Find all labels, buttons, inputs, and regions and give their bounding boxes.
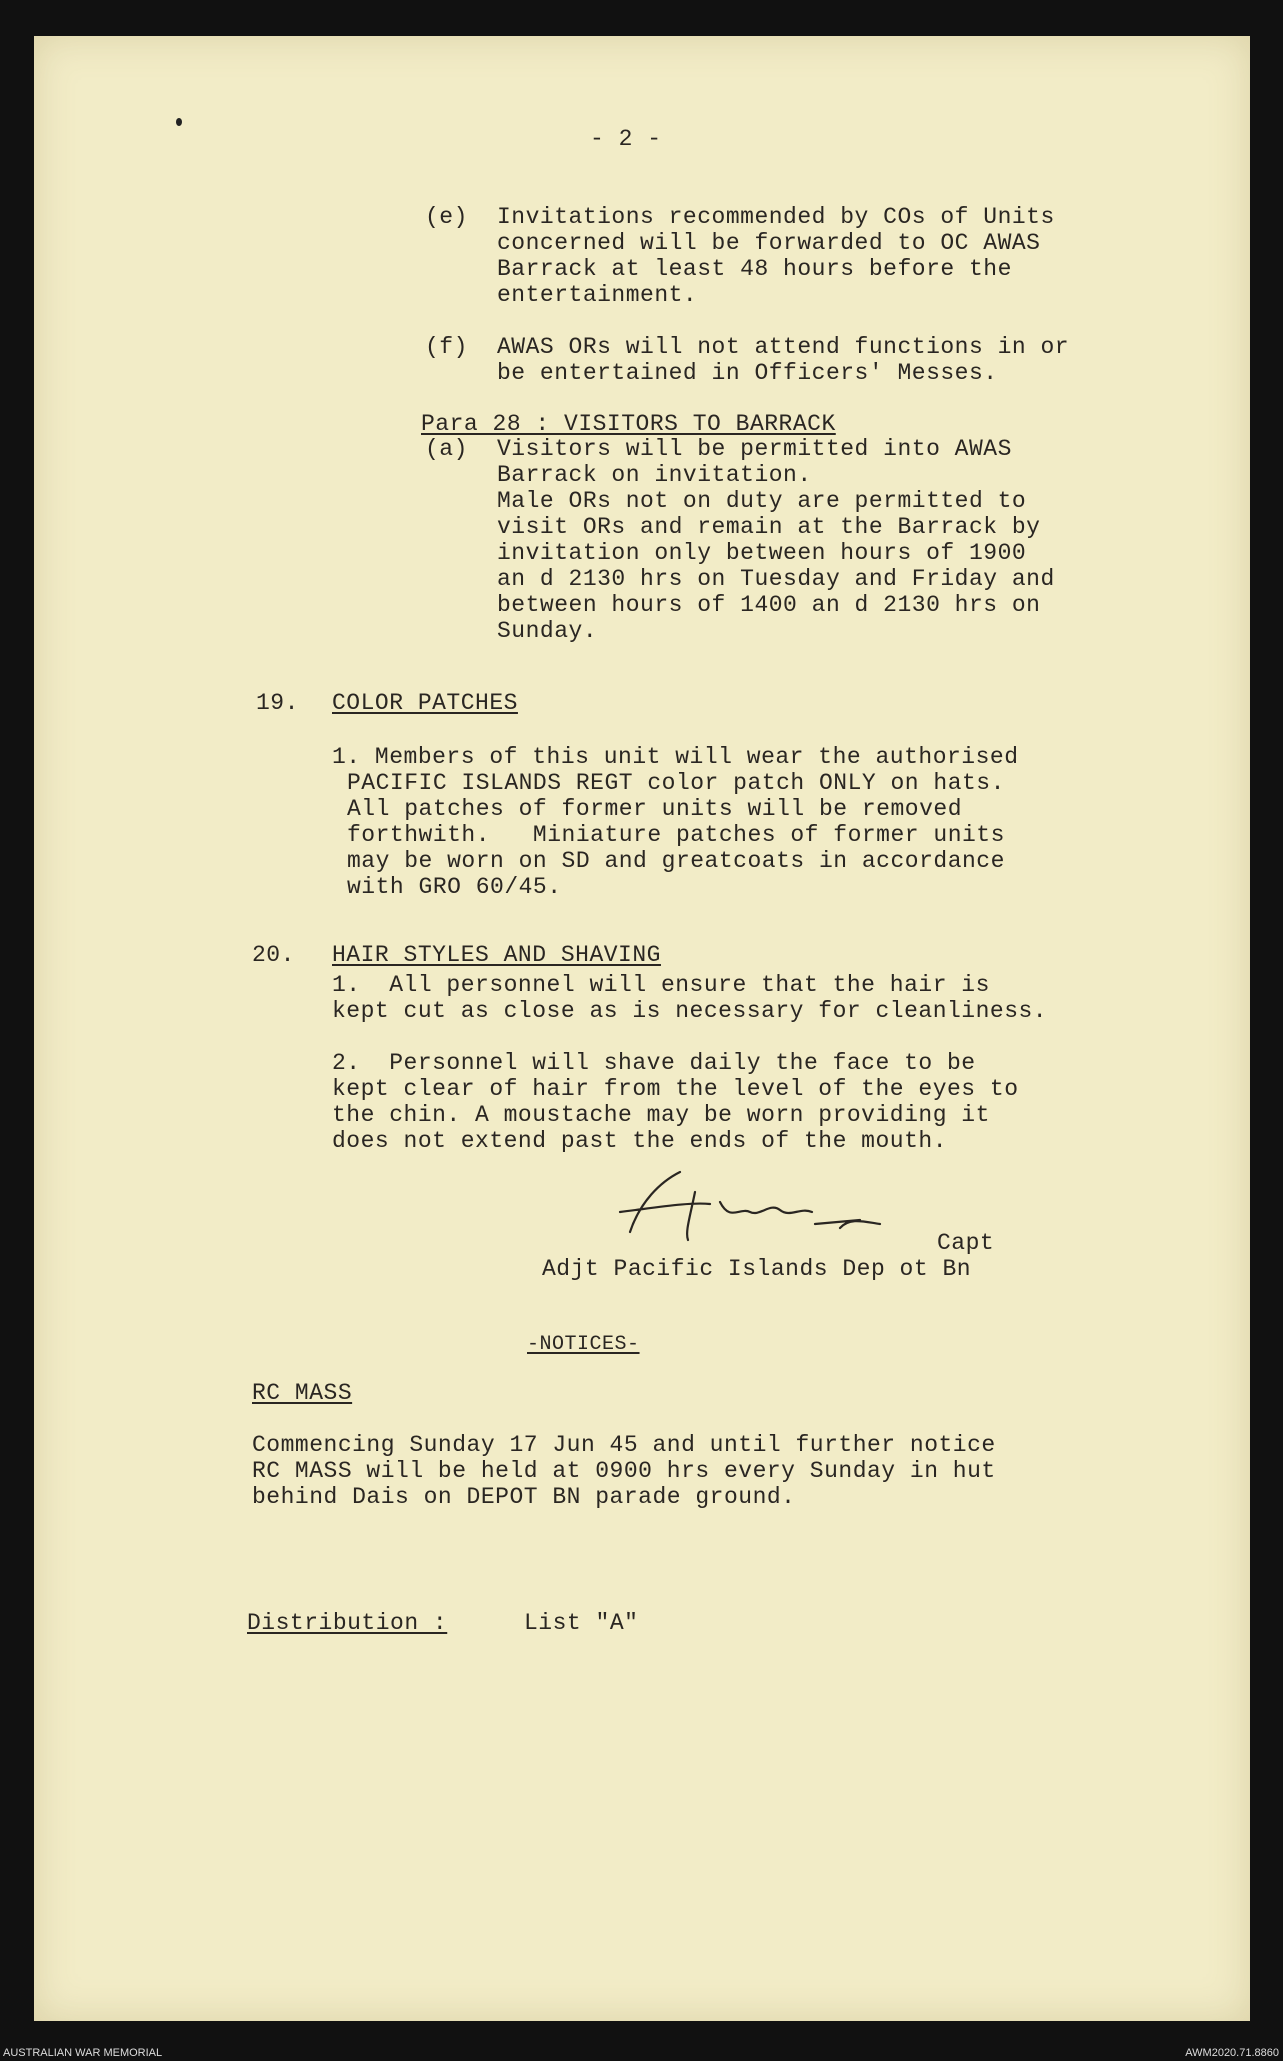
item-e-label: (e) bbox=[425, 204, 468, 230]
para-28-line: an d 2130 hrs on Tuesday and Friday and bbox=[497, 566, 1055, 592]
item-f-label: (f) bbox=[425, 334, 468, 360]
item-f-line: be entertained in Officers' Messes. bbox=[497, 360, 998, 386]
section-20-heading: HAIR STYLES AND SHAVING bbox=[332, 942, 661, 968]
page-number: - 2 - bbox=[590, 126, 662, 152]
rc-mass-line: behind Dais on DEPOT BN parade ground. bbox=[252, 1484, 796, 1510]
distribution-value: List "A" bbox=[524, 1610, 639, 1636]
section-19-line: 1. Members of this unit will wear the authorised bbox=[332, 744, 1019, 770]
section-19-line: All patches of former units will be removed bbox=[347, 796, 962, 822]
footer-reference: AWM2020.71.8860 bbox=[1185, 2047, 1279, 2059]
para-28-line: Sunday. bbox=[497, 618, 598, 644]
para-28-line: visit ORs and remain at the Barrack by bbox=[497, 514, 1041, 540]
rc-mass-line: RC MASS will be held at 0900 hrs every Sunday in hut bbox=[252, 1458, 996, 1484]
section-19-line: with GRO 60/45. bbox=[347, 874, 562, 900]
section-20-number: 20. bbox=[252, 942, 295, 968]
item-e-line: Barrack at least 48 hours before the bbox=[497, 256, 1012, 282]
handwritten-signature bbox=[600, 1162, 930, 1252]
distribution-label: Distribution : bbox=[247, 1610, 448, 1636]
section-19-number: 19. bbox=[256, 690, 299, 716]
notices-heading: -NOTICES- bbox=[527, 1333, 640, 1356]
section-19-line: PACIFIC ISLANDS REGT color patch ONLY on hats. bbox=[347, 770, 1005, 796]
section-20-para-2-line: the chin. A moustache may be worn providing it bbox=[332, 1102, 990, 1128]
para-28-line: Male ORs not on duty are permitted to bbox=[497, 488, 1027, 514]
section-19-heading: COLOR PATCHES bbox=[332, 690, 518, 716]
ink-mark bbox=[176, 118, 182, 126]
item-f-line: AWAS ORs will not attend functions in or bbox=[497, 334, 1070, 360]
item-e-line: Invitations recommended by COs of Units bbox=[497, 204, 1055, 230]
para-28-line: invitation only between hours of 1900 bbox=[497, 540, 1027, 566]
para-28-heading: Para 28 : VISITORS TO BARRACK bbox=[421, 411, 836, 437]
para-28-line: Barrack on invitation. bbox=[497, 462, 812, 488]
section-19-line: forthwith. Miniature patches of former units bbox=[347, 822, 1005, 848]
signature-rank: Capt bbox=[937, 1230, 995, 1256]
item-e-line: concerned will be forwarded to OC AWAS bbox=[497, 230, 1041, 256]
para-28-line: Visitors will be permitted into AWAS bbox=[497, 436, 1012, 462]
rc-mass-line: Commencing Sunday 17 Jun 45 and until further notice bbox=[252, 1432, 996, 1458]
section-19-line: may be worn on SD and greatcoats in accordance bbox=[347, 848, 1005, 874]
rc-mass-heading: RC MASS bbox=[252, 1380, 353, 1406]
section-20-para-1-line: kept cut as close as is necessary for cleanliness. bbox=[332, 998, 1048, 1024]
section-20-para-2-line: 2. Personnel will shave daily the face to be bbox=[332, 1050, 976, 1076]
section-20-para-2-line: kept clear of hair from the level of the eyes to bbox=[332, 1076, 1019, 1102]
section-20-para-1-line: 1. All personnel will ensure that the hair is bbox=[332, 972, 990, 998]
footer-source: AUSTRALIAN WAR MEMORIAL bbox=[3, 2047, 163, 2059]
section-20-para-2-line: does not extend past the ends of the mouth. bbox=[332, 1128, 947, 1154]
signature-title: Adjt Pacific Islands Dep ot Bn bbox=[542, 1256, 972, 1282]
item-e-line: entertainment. bbox=[497, 282, 698, 308]
para-28-label: (a) bbox=[425, 436, 468, 462]
para-28-line: between hours of 1400 an d 2130 hrs on bbox=[497, 592, 1041, 618]
